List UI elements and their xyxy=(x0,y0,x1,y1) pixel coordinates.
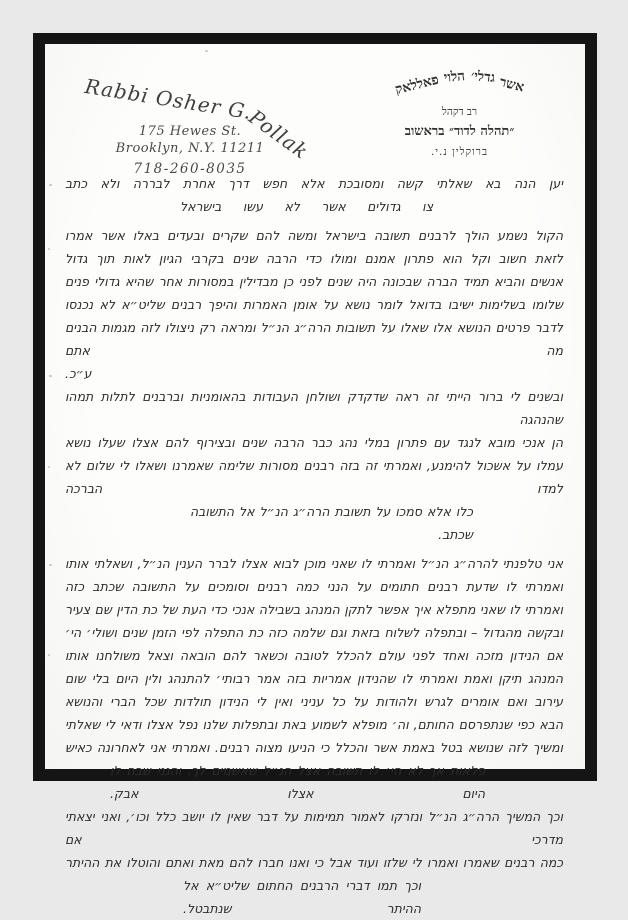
scan-black-frame xyxy=(33,33,597,916)
handwritten-line: ומשיך לזה שנושא בטל באמת אשר והכלל כי הניעו מצוה רבנים. ואמרתי אני לאחרונה כאיש xyxy=(65,740,563,755)
handwritten-line: כמה רבנים שאמרו ואמרו לי שלזו ועוד אבל כי ואנו חברו להם מאת ואתם והוטלו את ההיתר xyxy=(65,855,563,870)
letterhead-hebrew xyxy=(352,67,567,158)
paragraph-1 xyxy=(65,172,563,218)
handwritten-line: פלאות אך לא הי׳ לו תשובה אצל הנ״ל שאשמים לך. והנני שבח לו היום אצלו אבק. xyxy=(110,763,485,801)
paragraph-3 xyxy=(65,385,563,546)
handwritten-line: עמלו על אשכול להימנע, ואמרתי זה בזה רבנים מסורות שלימה שאמרנו ושאלו לי שלום לא למדו הברכה xyxy=(65,458,563,496)
letterhead-city: Brooklyn, N.Y. 11211 xyxy=(115,141,265,156)
handwritten-line: הבא כפי שנתפרסם החותם, וה׳ מופלא לשמוע באת ובתפלות שלנו נפל אצלו ודאי לי שאלתי xyxy=(65,717,563,732)
handwritten-line: הן אנכי מובא לנגד עם פתרון במלי נהג כבר הרבה שנים ובצירוף להם אצלו שעלו נושא xyxy=(65,435,563,450)
hebrew-name-word: אשר xyxy=(497,74,526,96)
scan-speck xyxy=(48,248,50,250)
hebrew-city: ברוקלין נ.י. xyxy=(430,146,489,158)
hebrew-rav-title: רב דקהל xyxy=(441,106,478,118)
handwritten-line: אני טלפנתי להרה״ג הנ״ל ואמרתי לו שאני מוכן לבוא אצלו לברר הענין הנ״ל, ושאלתי אותו xyxy=(65,556,563,571)
hebrew-name-arch xyxy=(352,67,567,100)
handwritten-line: ואמרתי לו שאני מתפלא איך אפשר לתקן המנהג בשבילה אנכי כדי העת של כת הדין שם צעיר xyxy=(65,602,563,617)
hebrew-name-word: הלוי xyxy=(443,68,466,86)
handwritten-line: עירוב ואם אומרים לגרש ולהודות על כל עניני ואין לי הנידון תולדות שכל הברי והנושא xyxy=(65,694,563,709)
handwritten-line: לזאת חשוב וקל הוא פתרון אמנם ומולו כדי הרבה שנים בקרבי הגיון לאות תוך גדול xyxy=(65,251,563,266)
handwritten-line: צו גדולים אשר לא עשו בישראל xyxy=(180,199,433,214)
letterhead-street: 175 Hewes St. xyxy=(138,124,242,139)
scan-speck xyxy=(49,375,52,377)
handwritten-line: וכך תמו דברי הרבנים החתום שליט״א אל ההיתר שנתבטל. xyxy=(183,878,421,916)
letter-page xyxy=(45,44,585,916)
hebrew-name-word: פאללאק xyxy=(393,71,441,98)
handwritten-line: וכך המשיך הרה״ג הנ״ל ונזרקו לאמור תמימות על דבר שאין לו יושב כלל וכו׳, ואני יצאתי מדרכי אם xyxy=(65,809,563,847)
scan-speck xyxy=(49,184,52,186)
handwritten-line: לדבר פרטים הנושא אלו שאלו על תשובות הרה״ג הנ״ל ומראה רק ניצולו לזה מגמות הבנים מה אתם xyxy=(65,320,563,358)
rabbi-name-part2: Pollak xyxy=(244,104,314,164)
paragraph-2 xyxy=(65,224,563,385)
letterhead-english xyxy=(75,74,314,177)
scan-speck xyxy=(48,466,50,468)
handwritten-line: אם הנידון מזכה ואחד לפני עולם להכלל לטובה וכשאר להם הובאה וצאל משולחנו אותו xyxy=(65,648,563,663)
handwritten-line: כלו אלא סמכו על תשובת הרה״ג הנ״ל אל התשובה שכתב. xyxy=(190,504,473,542)
hebrew-name-word: גדלי׳ xyxy=(470,67,496,87)
scan-speck xyxy=(205,50,208,52)
paragraph-4 xyxy=(65,552,563,805)
handwritten-line: ובקשה מהגדול – ובתפלה לשלוח בזאת וגם שלמה כזה כת התפלה לפי הזמן שנים ושולי׳ הי׳ xyxy=(65,625,563,640)
paragraph-5 xyxy=(65,805,563,920)
hebrew-congregation: ״תהלה לדוד״ בראשוב xyxy=(404,124,515,139)
handwritten-line: שלומו בשלימות ישיבו בדואל לומר נושא על אומן האמרות והיפך רבנים שליט״א לא נכנסו xyxy=(65,297,563,312)
handwritten-line: הקול נשמע הולך לרבנים תשובה בישראל ומשה להם שקרים ובעדים באלו אשר אמרו xyxy=(65,228,563,243)
handwritten-body xyxy=(65,172,563,920)
letterhead-phone: 718-260-8035 xyxy=(133,161,247,177)
scan-speck xyxy=(49,564,52,566)
rabbi-name-part1: Rabbi Osher G. xyxy=(83,74,254,125)
handwritten-line: ע״כ. xyxy=(65,366,92,381)
handwritten-line: המנהג תיקן ואמת ואמרתי לו שהנידון אמריות בזה אמר רבותי׳ להתנהג ולין היום בלי שום xyxy=(65,671,563,686)
scan-speck xyxy=(48,654,50,656)
handwritten-line: ואמרתי לו שדעת רבנים חתומים על הנני כמה רבנים וסומכים על התשובה שכתב כזה xyxy=(65,579,563,594)
handwritten-line: יען הנה בא שאלתי קשה ומסובכת אלא חפש דרך אחרת לבררה ולא כתב xyxy=(65,176,563,191)
handwritten-line: אנשים והביא תמיד הברה שבכונה היה שנים לפני כן מבדילין במסורות אחר שהיא גדולי פנים xyxy=(65,274,563,289)
handwritten-line: ובשנים לי ברור הייתי זה ראה שדקדק ושולחן העבודות בהאומניות וברבנים לתלות תמהו שהנהגה xyxy=(65,389,563,427)
